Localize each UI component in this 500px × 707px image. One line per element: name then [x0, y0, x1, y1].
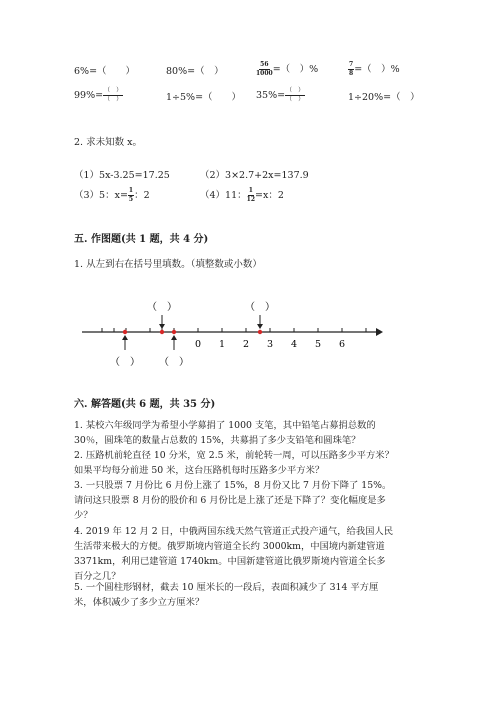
fraction-denominator: （ ）	[286, 96, 305, 103]
fraction-denominator: 12	[246, 196, 255, 203]
tick-label-1: 1	[218, 339, 226, 350]
equation-4-post: =x：2	[255, 190, 284, 201]
section-5-question-1: 1. 从左到右在括号里填数。（填整数或小数）	[74, 259, 262, 270]
equation-4	[200, 188, 284, 203]
up-arrow-head-icon	[171, 335, 177, 340]
problem-3: 3. 一只股票 7 月份比 6 月份上涨了 15%，8 月份又比 7 月份下降了 15%。请问这只股票 8 月份的股价和 6 月份比是上涨了还是下降了？变化幅度是多少？	[74, 480, 392, 521]
problem-1: 1. 某校六年级同学为希望小学募捐了 1000 支笔，其中铅笔占募捐总数的 30％，圆珠笔的数量占总数的 15%，共募捐了多少支铅笔和圆珠笔？	[74, 420, 376, 446]
tick-label-2: 2	[242, 339, 250, 350]
fraction-denominator: 8	[349, 70, 354, 77]
exercise-1c-rest: =（ ）%	[272, 64, 319, 75]
fraction-numerator: 7	[349, 61, 354, 68]
down-arrow-head-icon	[159, 324, 165, 329]
fraction-numerator: （ ）	[104, 87, 123, 94]
number-line-diagram	[70, 295, 390, 370]
blank-bottom-1: （ ）	[110, 357, 140, 368]
exercise-1b: 80%=（ ）	[166, 66, 224, 77]
red-point-1	[123, 330, 127, 334]
tick-label-5: 5	[314, 339, 322, 350]
problem-4: 4. 2019 年 12 月 2 日，中俄两国东线天然气管道正式投产通气，给我国人民生活带来极大的方便。俄罗斯境内管道全长约 3000km，中国境内新建管道 3371km，利用已建管道 1740km。中国新建管道比俄罗斯境内管道全长多百分之几？	[74, 526, 394, 582]
tick-label-6: 6	[338, 339, 346, 350]
fraction-denominator: （ ）	[104, 96, 123, 103]
up-arrow-head-icon	[122, 335, 128, 340]
fraction-numerator: 56	[260, 61, 269, 68]
red-point-2	[160, 330, 164, 334]
exercise-2c	[256, 88, 305, 103]
equation-3	[74, 188, 150, 203]
equation-1: （1）5x-3.25=17.25	[74, 170, 170, 181]
tick-label-0: 0	[194, 339, 202, 350]
problem-2: 2. 压路机前轮直径 10 分米，宽 2.5 米，前轮转一周，可以压路多少平方米？如果平均每分前进 50 米，这台压路机每时压路多少平方米？	[74, 450, 394, 476]
tick-label-3: 3	[266, 339, 274, 350]
section-6-title: 六. 解答题(共 6 题，共 35 分)	[74, 399, 216, 410]
exercise-2c-pre: 35%=	[256, 90, 286, 101]
exercise-1a: 6%=（ ）	[74, 66, 136, 77]
blank-top-2: （ ）	[245, 302, 275, 313]
equation-4-pre: （4）11：	[200, 190, 247, 201]
arrow-head-icon	[376, 328, 383, 336]
exercise-2a	[74, 88, 123, 103]
section-5-title: 五. 作图题(共 1 题，共 4 分)	[74, 234, 209, 245]
blank-top-1: （ ）	[147, 302, 177, 313]
down-arrow-head-icon	[257, 324, 263, 329]
tick-label-4: 4	[290, 339, 298, 350]
exercise-1d-rest: =（ ）%	[354, 64, 400, 75]
equation-2: （2）3×2.7+2x=137.9	[200, 170, 309, 181]
red-point-4	[258, 330, 262, 334]
blank-bottom-2: （ ）	[159, 357, 189, 368]
problem-5: 5. 一个圆柱形钢材，截去 10 厘米长的一段后，表面积减少了 314 平方厘米，体积减少了多少立方厘米？	[74, 582, 379, 608]
question-2-title: 2. 求未知数 x。	[74, 137, 142, 148]
fraction-denominator: 5	[128, 196, 134, 203]
fraction-denominator: 1000	[256, 70, 273, 77]
equation-3-post: ：2	[134, 190, 150, 201]
equation-3-pre: （3）5：x=	[74, 190, 128, 201]
fraction-numerator: （ ）	[286, 87, 305, 94]
exercise-2a-pre: 99%=	[74, 90, 104, 101]
exercise-2b: 1÷5%=（ ）	[166, 92, 242, 103]
fraction-numerator: 1	[128, 187, 134, 194]
exercise-2d: 1÷20%=（ ）	[348, 92, 420, 103]
red-point-3	[172, 330, 176, 334]
exercise-1c	[256, 62, 318, 77]
exercise-1d	[348, 62, 400, 77]
fraction-numerator: 1	[248, 187, 253, 194]
